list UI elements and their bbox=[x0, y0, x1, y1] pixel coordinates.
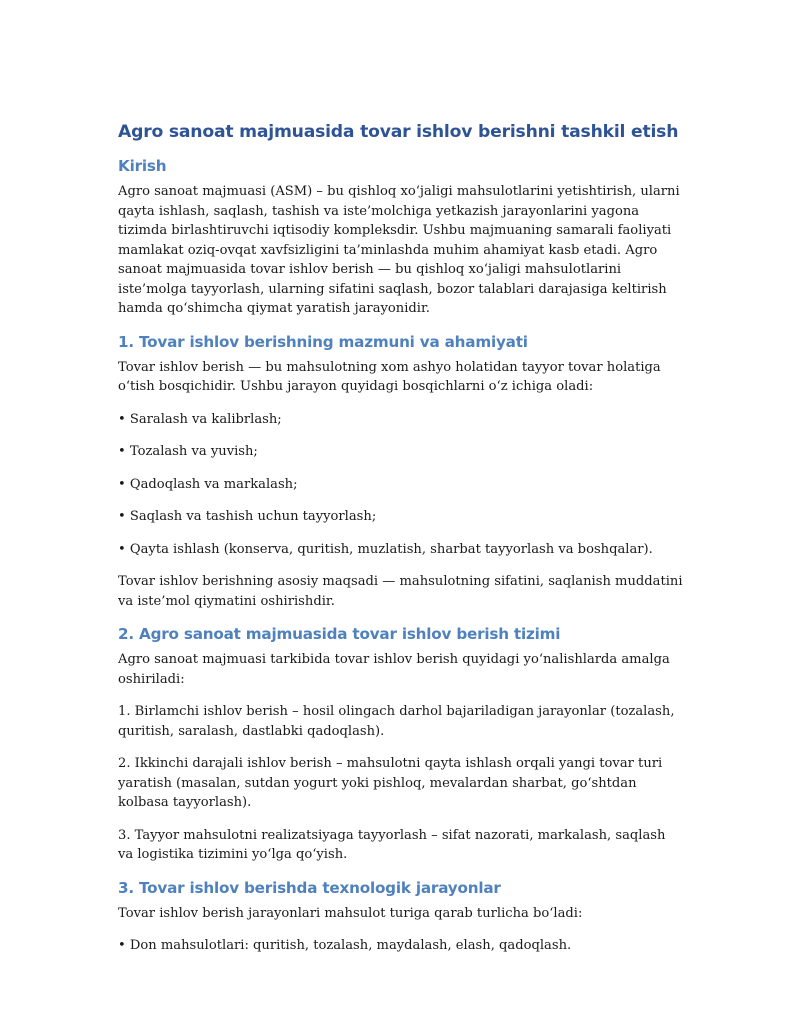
list-item: • Saqlash va tashish uchun tayyorlash; bbox=[118, 509, 377, 524]
intro-paragraph: Agro sanoat majmuasi (ASM) – bu qishloq xo‘jaligi mahsulotlarini yetishtirish, ularni qayta ishlash, saqlash, tashish va iste’molchiga yetkazish jarayonlarini yagona tizimda birlashtiruvchi iqtisodiy kompleksdir. Ushbu majmuaning samarali faoliyati mamlakat oziq-ovqat xavfsizligini ta’minlashda muhim ahamiyat kasb etadi. Agro sanoat majmuasida tovar ishlov berish — bu qishloq xo‘jaligi mahsulotlarini iste’molga tayyorlash, ularning sifatini saqlash, bozor talablari darajasiga keltirish hamda qo‘shimcha qiymat yaratish jarayonidir. bbox=[118, 184, 680, 316]
list-item: • Don mahsulotlari: quritish, tozalash, maydalash, elash, qadoqlash. bbox=[118, 938, 572, 953]
section3-heading: 3. Tovar ishlov berishda texnologik jarayonlar bbox=[118, 878, 501, 897]
section3-paragraph: Tovar ishlov berish jarayonlari mahsulot turiga qarab turlicha bo‘ladi: bbox=[118, 905, 583, 921]
list-item: • Qadoqlash va markalash; bbox=[118, 476, 298, 492]
section1-paragraph: Tovar ishlov berish — bu mahsulotning xom ashyo holatidan tayyor tovar holatiga o‘tish bosqichidir. Ushbu jarayon quyidagi bosqichlarni o‘z ichiga oladi: bbox=[118, 359, 661, 394]
list-item: 3. Tayyor mahsulotni realizatsiyaga tayyorlash – sifat nazorati, markalash, saqlash va logistika tizimini yo‘lga qo‘yish. bbox=[118, 827, 666, 862]
list-item: 1. Birlamchi ishlov berish – hosil olingach darhol bajariladigan jarayonlar (tozalash, quritish, saralash, dastlabki qadoqlash). bbox=[118, 704, 675, 739]
section2-heading: 2. Agro sanoat majmuasida tovar ishlov berish tizimi bbox=[118, 625, 561, 643]
intro-heading: Kirish bbox=[118, 157, 167, 175]
section1-closing: Tovar ishlov berishning asosiy maqsadi — mahsulotning sifatini, saqlanish muddatini va iste’mol qiymatini oshirishdir. bbox=[118, 574, 683, 609]
list-item: 2. Ikkinchi darajali ishlov berish – mahsulotni qayta ishlash orqali yangi tovar turi yaratish (masalan, sutdan yogurt yoki pishloq, mevalardan sharbat, go‘shtdan kolbasa tayyorlash). bbox=[118, 756, 663, 810]
document-page bbox=[118, 120, 683, 969]
list-item: • Saralash va kalibrlash; bbox=[118, 411, 282, 427]
document-title: Agro sanoat majmuasida tovar ishlov berishni tashkil etish bbox=[118, 122, 679, 142]
section2-paragraph: Agro sanoat majmuasi tarkibida tovar ishlov berish quyidagi yo‘nalishlarda amalga oshiriladi: bbox=[118, 652, 670, 687]
list-item: • Tozalash va yuvish; bbox=[118, 444, 258, 459]
list-item: • Qayta ishlash (konserva, quritish, muzlatish, sharbat tayyorlash va boshqalar). bbox=[118, 541, 653, 557]
section1-heading: 1. Tovar ishlov berishning mazmuni va ahamiyati bbox=[118, 332, 528, 351]
